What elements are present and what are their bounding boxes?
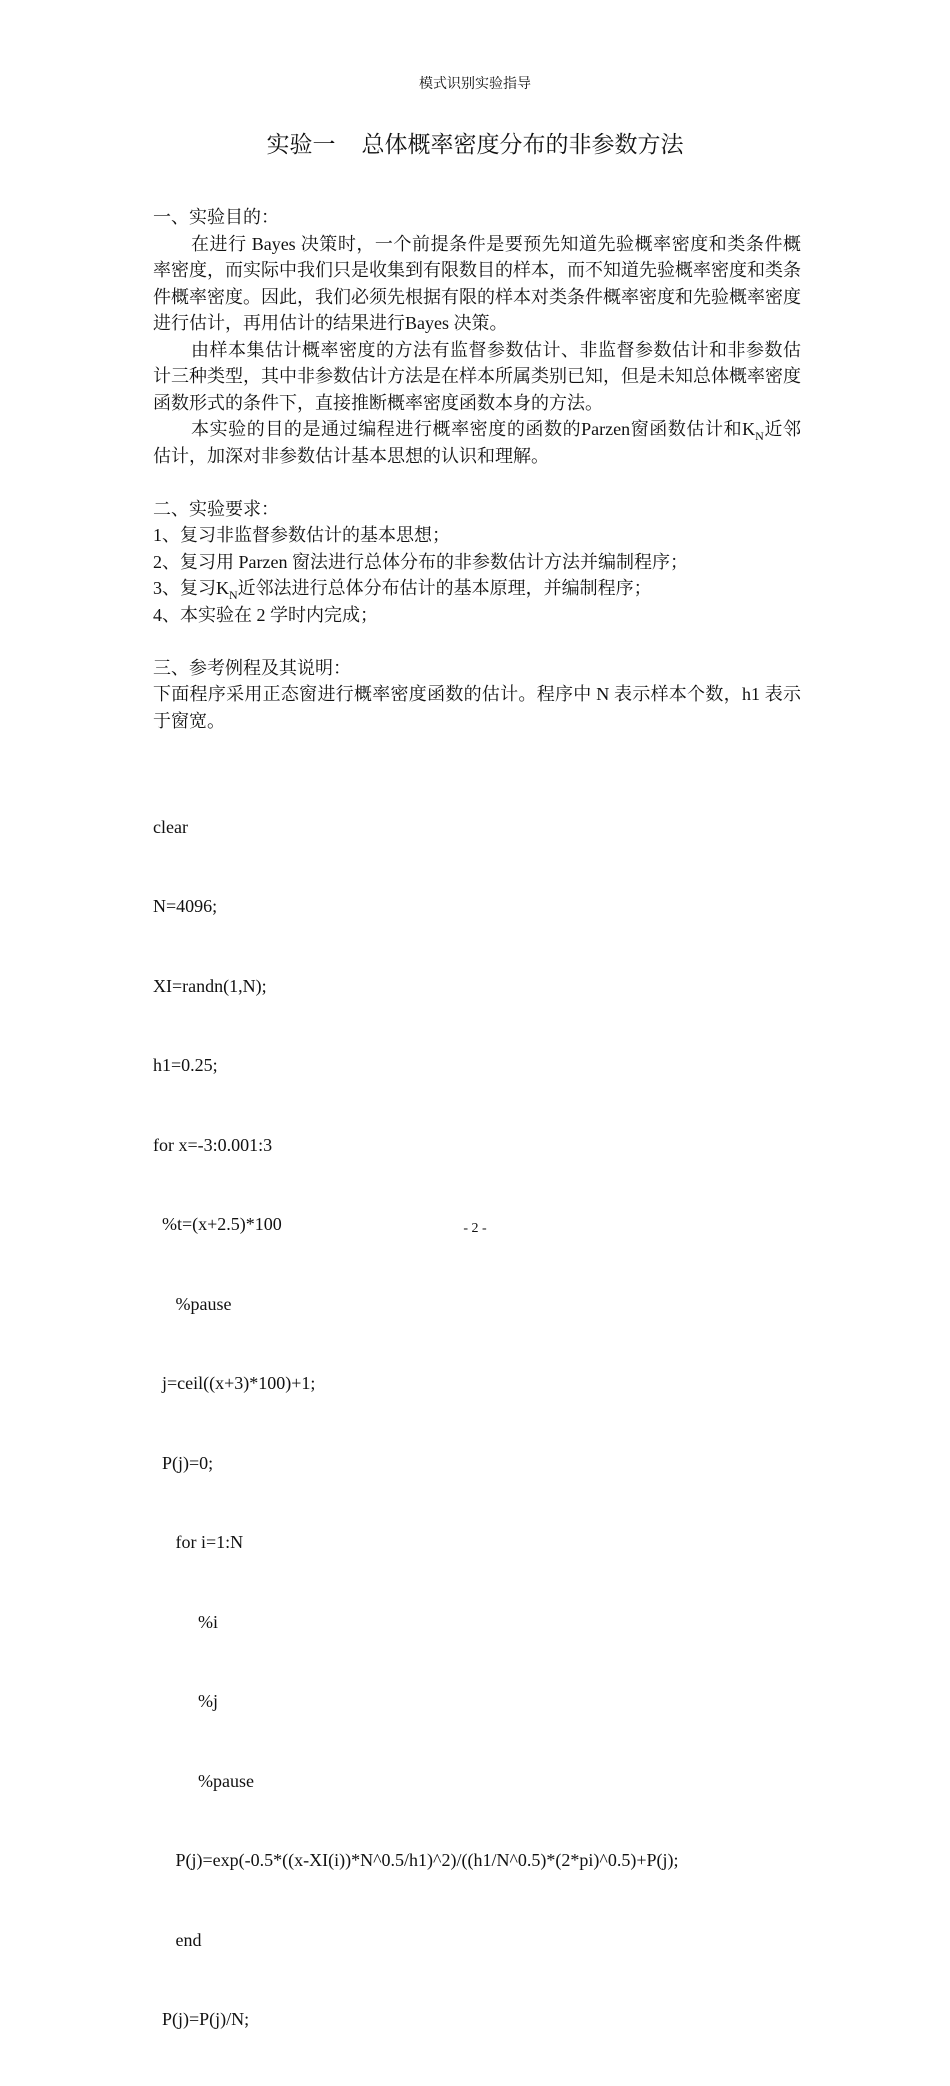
blank-line [153, 628, 801, 655]
document-title [0, 130, 950, 160]
example-intro-paragraph: 下面程序采用正态窗进行概率密度函数的估计。程序中 N 表示样本个数，h1 表示于窗宽。 [153, 684, 801, 731]
para3-text-before: 本实验的目的是通过编程进行概率密度的函数的Parzen窗函数估计和K [191, 419, 756, 439]
item3-text-before: 3、复习K [153, 578, 229, 598]
code-line: %pause [153, 1293, 232, 1314]
code-line: N=4096; [153, 896, 218, 916]
item3-text-after: 近邻法进行总体分布估计的基本原理，并编制程序； [237, 578, 652, 598]
requirement-item-1: 1、复习非监督参数估计的基本思想； [153, 525, 450, 545]
code-line: P(j)=P(j)/N; [153, 2009, 250, 2029]
title-prefix: 实验一 [266, 132, 336, 157]
para3-subscript: N [755, 429, 764, 443]
requirement-item-3 [153, 575, 801, 602]
code-line: P(j)=exp(-0.5*((x-XI(i))*N^0.5/h1)^2)/((h1/N^0.5)*(2*pi)^0.5)+P(j); [153, 1850, 679, 1870]
code-line: clear [153, 816, 188, 837]
code-line: h1=0.25; [153, 1055, 218, 1075]
purpose-paragraph-2: 由样本集估计概率密度的方法有监督参数估计、非监督参数估计和非参数估计三种类型，其中非参数估计方法是在样本所属类别已知，但是未知总体概率密度函数形式的条件下，直接推断概率密度函数本身的方法。 [153, 339, 801, 413]
document-body [153, 204, 801, 2086]
para3-text-after: 近邻估计，加深对非参数估计基本思想的认识和理解。 [153, 419, 802, 466]
blank-line [153, 734, 801, 761]
requirement-item-4: 4、本实验在 2 学时内完成； [153, 604, 378, 625]
code-line: %i [153, 1611, 218, 1632]
page-number: - 2 - [463, 1221, 487, 1236]
section-heading-example: 三、参考例程及其说明： [153, 657, 351, 678]
code-line: %j [153, 1691, 218, 1711]
code-line: j=ceil((x+3)*100)+1; [153, 1373, 316, 1393]
code-line: %t=(x+2.5)*100 [153, 1214, 282, 1234]
code-line: for i=1:N [153, 1532, 244, 1552]
section-heading-purpose: 一、实验目的： [153, 207, 279, 227]
code-listing [153, 761, 801, 2086]
code-line: %pause [153, 1770, 254, 1791]
purpose-paragraph-3 [153, 416, 801, 469]
section-heading-requirements: 二、实验要求： [153, 498, 279, 519]
requirement-item-2: 2、复习用 Parzen 窗法进行总体分布的非参数估计方法并编制程序； [153, 551, 688, 572]
blank-line [153, 469, 801, 496]
purpose-paragraph-1: 在进行 Bayes 决策时，一个前提条件是要预先知道先验概率密度和类条件概率密度，而实际中我们只是收集到有限数目的样本，而不知道先验概率密度和类条件概率密度。因此，我们必须先根据有限的样本对类条件概率密度和先验概率密度进行估计，再用估计的结果进行Bayes 决策。 [153, 233, 801, 333]
running-header: 模式识别实验指导 [419, 77, 531, 92]
code-line: XI=randn(1,N); [153, 975, 267, 996]
item3-subscript: N [229, 588, 238, 602]
code-line: P(j)=0; [153, 1452, 214, 1473]
code-line: for x=-3:0.001:3 [153, 1134, 273, 1155]
code-line: end [153, 1929, 202, 1950]
title-main: 总体概率密度分布的非参数方法 [361, 132, 684, 157]
